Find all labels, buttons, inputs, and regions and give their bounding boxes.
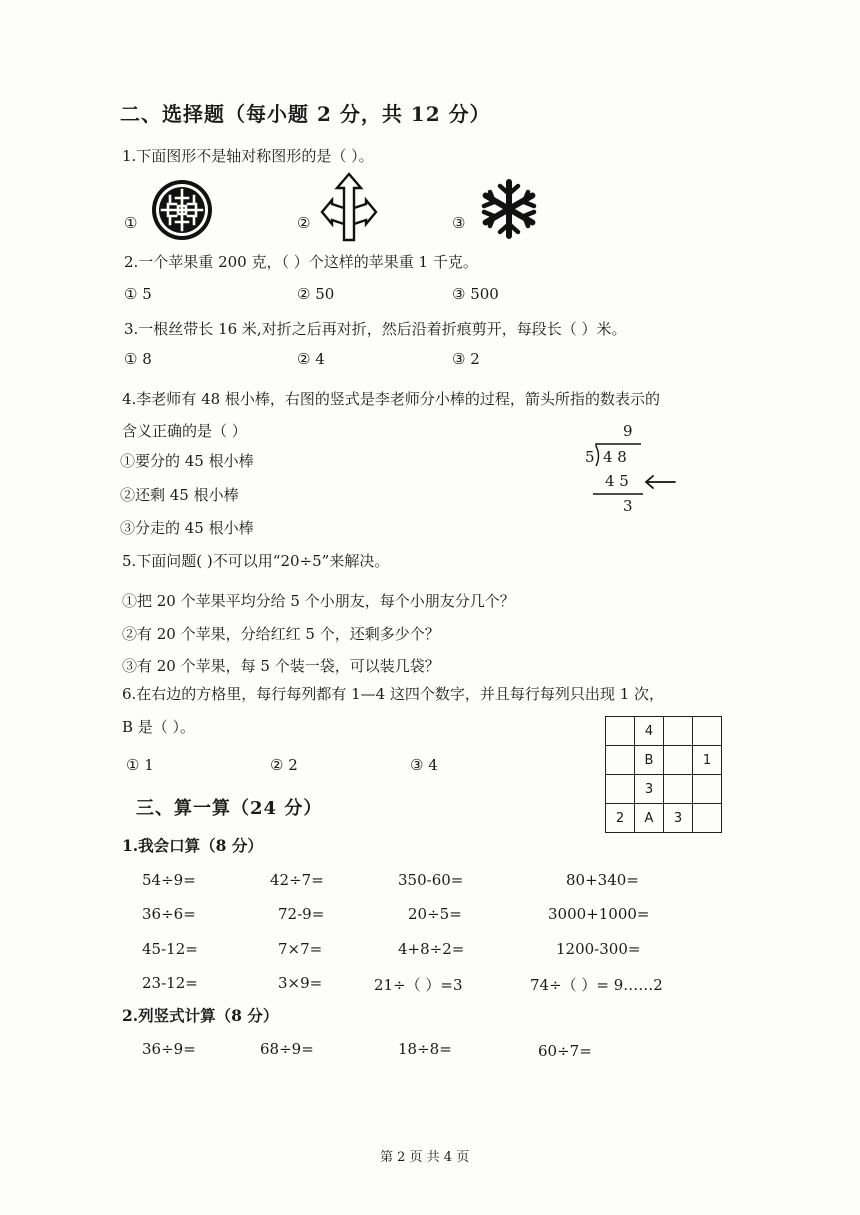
q3-text: 3.一根丝带长 16 米,对折之后再对折，然后沿着折痕剪开，每段长（ ）米。 [124, 320, 627, 338]
q5-option-1: ①把 20 个苹果平均分给 5 个小朋友，每个小朋友分几个？ [122, 592, 515, 610]
q6-option-2: ② 2 [270, 756, 298, 774]
q1-option-3-label: ③ [452, 214, 466, 232]
oral-calc-item: 74÷（ ）= 9……2 [530, 976, 663, 994]
q6-text-line1: 6.在右边的方格里，每行每列都有 1—4 这四个数字，并且每行每列只出现 1 次， [122, 685, 665, 703]
oral-calc-item: 54÷9= [142, 871, 196, 889]
vertical-calc-item: 60÷7= [538, 1042, 592, 1060]
grid-cell [693, 717, 722, 746]
division-product: 4 5 [605, 472, 629, 490]
q6-option-1: ① 1 [126, 756, 154, 774]
grid-cell: 3 [635, 775, 664, 804]
grid-cell [664, 746, 693, 775]
vertical-calc-item: 18÷8= [398, 1040, 452, 1058]
q4-option-2: ②还剩 45 根小棒 [120, 486, 239, 504]
section2-title: 二、选择题（每小题 2 分，共 12 分） [120, 102, 491, 126]
grid-cell: A [635, 804, 664, 833]
oral-calc-item: 4+8÷2= [398, 940, 465, 958]
division-remainder: 3 [623, 497, 633, 515]
q4-option-1: ①要分的 45 根小棒 [120, 452, 254, 470]
grid-cell [693, 804, 722, 833]
q4-text-line2: 含义正确的是（ ） [122, 422, 247, 440]
oral-calc-item: 23-12= [142, 974, 198, 992]
oral-calc-item: 7×7= [278, 940, 323, 958]
q2-option-2: ② 50 [297, 285, 335, 303]
q3-option-3: ③ 2 [452, 350, 480, 368]
oral-calc-item: 36÷6= [142, 905, 196, 923]
arrow-sign-icon [320, 172, 378, 246]
grid-cell [664, 717, 693, 746]
section3-title: 三、算一算（24 分） [136, 798, 323, 819]
number-grid [605, 716, 722, 833]
q4-option-3: ③分走的 45 根小棒 [120, 519, 254, 537]
grid-cell: 4 [635, 717, 664, 746]
oral-calc-item: 21÷（ ）=3 [374, 976, 463, 994]
division-divisor: 5 [585, 448, 595, 466]
grid-cell [693, 775, 722, 804]
grid-cell [606, 746, 635, 775]
oral-calc-item: 72-9= [278, 905, 325, 923]
grid-cell [606, 775, 635, 804]
q6-text-line2: B 是（ ）。 [122, 718, 196, 736]
q6-option-3: ③ 4 [410, 756, 438, 774]
division-dividend: 4 8 [603, 448, 627, 466]
grid-cell: B [635, 746, 664, 775]
vertical-calc-item: 36÷9= [142, 1040, 196, 1058]
q1-option-1-label: ① [124, 214, 138, 232]
oral-calc-item: 80+340= [566, 871, 639, 889]
lattice-medallion-icon [150, 178, 214, 246]
left-arrow-icon [643, 474, 677, 490]
division-quotient: 9 [623, 422, 633, 440]
grid-cell: 2 [606, 804, 635, 833]
q2-option-1: ① 5 [124, 285, 152, 303]
oral-calc-item: 1200-300= [556, 940, 641, 958]
oral-calc-item: 3×9= [278, 974, 323, 992]
long-division [585, 420, 695, 515]
oral-calc-item: 20÷5= [408, 905, 462, 923]
grid-cell: 1 [693, 746, 722, 775]
q2-text: 2.一个苹果重 200 克，（ ）个这样的苹果重 1 千克。 [124, 253, 478, 271]
q5-option-2: ②有 20 个苹果，分给红红 5 个，还剩多少个？ [122, 625, 440, 643]
q3-option-1: ① 8 [124, 350, 152, 368]
division-bracket [585, 420, 695, 515]
part2-title: 2.列竖式计算（8 分） [122, 1006, 279, 1025]
grid-cell [664, 775, 693, 804]
q3-option-2: ② 4 [297, 350, 325, 368]
q5-text: 5.下面问题( )不可以用“20÷5”来解决。 [122, 552, 390, 570]
snowflake-icon [478, 178, 540, 244]
grid-cell: 3 [664, 804, 693, 833]
q5-option-3: ③有 20 个苹果，每 5 个装一袋，可以装几袋？ [122, 657, 440, 675]
oral-calc-item: 350-60= [398, 871, 464, 889]
q4-text-line1: 4.李老师有 48 根小棒，右图的竖式是李老师分小棒的过程，箭头所指的数表示的 [122, 390, 660, 408]
q2-option-3: ③ 500 [452, 285, 499, 303]
q1-option-2-label: ② [297, 214, 311, 232]
page-footer: 第 2 页 共 4 页 [380, 1150, 470, 1165]
vertical-calc-item: 68÷9= [260, 1040, 314, 1058]
grid-cell [606, 717, 635, 746]
oral-calc-item: 45-12= [142, 940, 198, 958]
oral-calc-item: 42÷7= [270, 871, 324, 889]
q1-text: 1.下面图形不是轴对称图形的是（ ）。 [122, 147, 374, 165]
oral-calc-item: 3000+1000= [548, 905, 650, 923]
part1-title: 1.我会口算（8 分） [122, 836, 263, 855]
